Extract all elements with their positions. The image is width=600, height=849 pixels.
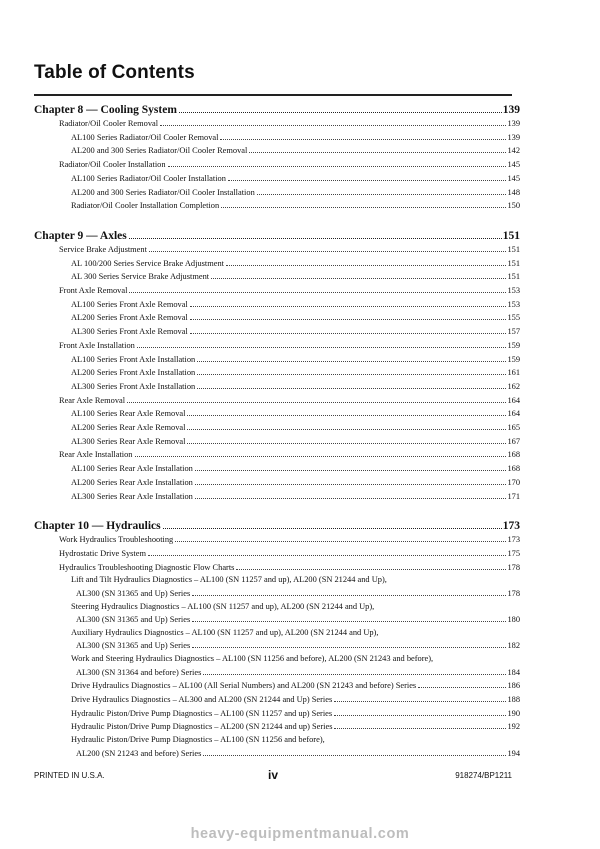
- toc-subsection[interactable]: [34, 144, 520, 158]
- toc-page-number: 151: [507, 272, 520, 282]
- toc-page-number: 190: [507, 708, 520, 718]
- toc-entry-label: Drive Hydraulics Diagnostics – AL300 and AL200 (SN 21244 and Up) Series: [71, 694, 333, 704]
- toc-subsection: [34, 587, 520, 601]
- toc-entry-multiline[interactable]: [34, 627, 520, 653]
- toc-entry-label: AL200 Series Rear Axle Installation: [71, 477, 193, 487]
- dot-leader: [129, 292, 506, 293]
- chapter-heading[interactable]: [34, 229, 520, 243]
- toc-subsection[interactable]: [34, 257, 520, 271]
- toc-entry-label: Service Brake Adjustment: [59, 244, 147, 254]
- table-of-contents: [34, 103, 520, 760]
- dot-leader: [190, 333, 507, 334]
- toc-subsection[interactable]: [34, 270, 520, 284]
- toc-entry-label: AL300 Series Front Axle Installation: [71, 381, 196, 391]
- toc-page-number: 142: [507, 146, 520, 156]
- toc-subsection[interactable]: [34, 298, 520, 312]
- toc-subsection[interactable]: [34, 366, 520, 380]
- toc-entry-label: AL300 Series Front Axle Removal: [71, 327, 188, 337]
- dot-leader: [192, 595, 506, 596]
- toc-entry-first-line: Auxiliary Hydraulics Diagnostics – AL100 (SN 11257 and up), AL200 (SN 21244 and Up),: [71, 627, 379, 637]
- toc-section[interactable]: [34, 284, 520, 298]
- toc-entry-label: AL200 and 300 Series Radiator/Oil Cooler Installation: [71, 187, 255, 197]
- dot-leader: [203, 674, 506, 675]
- dot-leader: [187, 429, 506, 430]
- toc-entry-first-line: Work and Steering Hydraulics Diagnostics – AL100 (SN 11256 and before), AL200 (SN 21243 and before),: [71, 654, 434, 663]
- toc-section[interactable]: [34, 533, 520, 547]
- dot-leader: [197, 374, 506, 375]
- toc-entry-label: AL300 Series Rear Axle Removal: [71, 436, 186, 446]
- toc-entry-label: AL300 (SN 31364 and before) Series: [76, 667, 202, 677]
- toc-entry-label: AL200 Series Front Axle Removal: [71, 313, 188, 323]
- toc-section[interactable]: [34, 117, 520, 131]
- toc-page-number: 162: [507, 381, 520, 391]
- toc-entry-label: Hydraulic Piston/Drive Pump Diagnostics – AL100 (SN 11257 and up) Series: [71, 708, 333, 718]
- toc-subsection[interactable]: [34, 131, 520, 145]
- toc-section[interactable]: [34, 158, 520, 172]
- dot-leader: [168, 166, 507, 167]
- toc-subsection: [34, 613, 520, 627]
- toc-subsection[interactable]: [34, 421, 520, 435]
- dot-leader: [187, 443, 506, 444]
- toc-entry-label: Radiator/Oil Cooler Installation Completion: [71, 201, 220, 211]
- toc-subsection[interactable]: [34, 325, 520, 339]
- chapter-page-number: 151: [502, 229, 520, 242]
- toc-page-number: 159: [507, 340, 520, 350]
- watermark: heavy-equipmentmanual.com: [190, 826, 410, 842]
- chapter-title: Chapter 9 — Axles: [34, 229, 127, 242]
- toc-entry-label: AL300 (SN 31365 and Up) Series: [76, 588, 191, 598]
- toc-page-number: 178: [507, 562, 520, 572]
- toc-page-number: 192: [507, 722, 520, 732]
- toc-page-number: 150: [507, 201, 520, 211]
- toc-subsection[interactable]: [34, 462, 520, 476]
- toc-entry-label: AL200 Series Rear Axle Removal: [71, 423, 186, 433]
- chapter-page-number: 139: [502, 104, 520, 116]
- toc-subsection[interactable]: [34, 186, 520, 200]
- toc-entry-label: Front Axle Removal: [59, 286, 128, 296]
- toc-entry-label: AL 300 Series Service Brake Adjustment: [71, 272, 210, 282]
- toc-page-number: 170: [507, 477, 520, 487]
- dot-leader: [226, 265, 506, 266]
- toc-entry-label: Hydraulic Piston/Drive Pump Diagnostics – AL200 (SN 21244 and up) Series: [71, 722, 333, 732]
- dot-leader: [190, 319, 507, 320]
- toc-entry-label: Hydrostatic Drive System: [59, 548, 146, 558]
- toc-page-number: 173: [507, 535, 520, 545]
- toc-section[interactable]: [34, 561, 520, 575]
- toc-section[interactable]: [34, 547, 520, 561]
- toc-page-number: 148: [507, 187, 520, 197]
- toc-entry-label: AL300 (SN 31365 and Up) Series: [76, 641, 191, 651]
- toc-entry-label: Front Axle Installation: [59, 340, 135, 350]
- dot-leader: [257, 194, 507, 195]
- toc-entry-multiline[interactable]: [34, 601, 520, 627]
- toc-page-number: 167: [507, 436, 520, 446]
- dot-leader: [148, 555, 506, 556]
- footer-doc-number: 918274/BP1211: [455, 771, 512, 780]
- toc-page-number: 159: [507, 354, 520, 364]
- dot-leader: [137, 347, 507, 348]
- toc-page-number: 145: [507, 173, 520, 183]
- toc-page-number: 164: [507, 395, 520, 405]
- toc-page-number: 164: [507, 409, 520, 419]
- chapter-title: Chapter 10 — Hydraulics: [34, 520, 161, 533]
- dot-leader: [163, 528, 502, 529]
- toc-subsection[interactable]: [34, 435, 520, 449]
- toc-page-number: 151: [507, 244, 520, 254]
- dot-leader: [192, 621, 506, 622]
- toc-page-number: 186: [507, 681, 520, 691]
- dot-leader: [190, 306, 507, 307]
- toc-page-number: 155: [507, 313, 520, 323]
- toc-subsection[interactable]: [34, 693, 520, 707]
- toc-subsection[interactable]: [34, 353, 520, 367]
- chapter-page-number: 173: [502, 520, 520, 533]
- toc-page-number: 178: [507, 588, 520, 598]
- toc-page-number: 175: [507, 548, 520, 558]
- toc-page-number: 157: [507, 327, 520, 337]
- dot-leader: [236, 569, 506, 570]
- toc-entry-label: Radiator/Oil Cooler Removal: [59, 119, 159, 128]
- toc-subsection[interactable]: [34, 311, 520, 325]
- toc-page-number: 161: [507, 368, 520, 378]
- toc-section[interactable]: [34, 339, 520, 353]
- toc-subsection: [34, 639, 520, 653]
- dot-leader: [149, 251, 507, 252]
- toc-entry-label: AL100 Series Front Axle Removal: [71, 299, 188, 309]
- toc-entry-label: AL100 Series Front Axle Installation: [71, 354, 196, 364]
- toc-subsection[interactable]: [34, 407, 520, 421]
- chapter-heading[interactable]: [34, 103, 520, 117]
- dot-leader: [334, 715, 506, 716]
- dot-leader: [221, 207, 506, 208]
- toc-entry-label: AL300 Series Rear Axle Installation: [71, 491, 193, 501]
- toc-page-number: 153: [507, 299, 520, 309]
- toc-page-number: 151: [507, 258, 520, 268]
- toc-entry-label: Hydraulics Troubleshooting Diagnostic Flow Charts: [59, 562, 235, 572]
- toc-subsection[interactable]: [34, 679, 520, 693]
- dot-leader: [195, 498, 507, 499]
- toc-page-number: 182: [507, 641, 520, 651]
- toc-entry-first-line: Hydraulic Piston/Drive Pump Diagnostics – AL100 (SN 11256 and before),: [71, 735, 325, 745]
- footer-page-number: iv: [267, 768, 278, 782]
- page-title: Table of Contents: [34, 62, 195, 83]
- toc-page-number: 168: [507, 464, 520, 474]
- toc-entry-label: Drive Hydraulics Diagnostics – AL100 (All Serial Numbers) and AL200 (SN 21243 and before) Series: [71, 681, 417, 691]
- toc-entry-label: Radiator/Oil Cooler Installation: [59, 160, 166, 170]
- dot-leader: [187, 415, 506, 416]
- dot-leader: [179, 112, 502, 113]
- toc-page-number: 139: [507, 132, 520, 142]
- dot-leader: [211, 278, 506, 279]
- toc-entry-label: AL100 Series Rear Axle Installation: [71, 464, 193, 474]
- dot-leader: [195, 470, 507, 471]
- toc-entry-first-line: Steering Hydraulics Diagnostics – AL100 (SN 11257 and up), AL200 (SN 21244 and Up),: [71, 601, 375, 611]
- toc-subsection[interactable]: [34, 380, 520, 394]
- dot-leader: [203, 755, 506, 756]
- dot-leader: [129, 238, 502, 239]
- toc-entry-first-line: Lift and Tilt Hydraulics Diagnostics – AL100 (SN 11257 and up), AL200 (SN 21244 and Up),: [71, 575, 387, 585]
- toc-section[interactable]: [34, 243, 520, 257]
- dot-leader: [192, 647, 506, 648]
- dot-leader: [418, 687, 506, 688]
- chapter-title: Chapter 8 — Cooling System: [34, 104, 177, 116]
- dot-leader: [197, 361, 506, 362]
- dot-leader: [175, 541, 506, 542]
- dot-leader: [127, 402, 506, 403]
- toc-page-number: 188: [507, 694, 520, 704]
- toc-page-number: 184: [507, 667, 520, 677]
- toc-page-number: 145: [507, 160, 520, 170]
- dot-leader: [160, 125, 506, 126]
- toc-subsection[interactable]: [34, 490, 520, 504]
- toc-entry-label: AL100 Series Radiator/Oil Cooler Removal: [71, 132, 219, 142]
- toc-entry-multiline[interactable]: [34, 653, 520, 679]
- dot-leader: [334, 701, 506, 702]
- toc-page-number: 194: [507, 748, 520, 758]
- toc-entry-label: AL100 Series Radiator/Oil Cooler Installation: [71, 173, 226, 183]
- toc-entry-label: Rear Axle Removal: [59, 395, 126, 405]
- toc-page-number: 153: [507, 286, 520, 296]
- toc-entry-label: AL200 and 300 Series Radiator/Oil Cooler Removal: [71, 146, 248, 156]
- toc-entry-multiline[interactable]: [34, 734, 520, 760]
- toc-subsection: [34, 666, 520, 680]
- toc-page-number: 168: [507, 450, 520, 460]
- toc-page-number: 165: [507, 423, 520, 433]
- dot-leader: [135, 456, 507, 457]
- toc-subsection: [34, 747, 520, 761]
- toc-page-number: 180: [507, 615, 520, 625]
- toc-section[interactable]: [34, 448, 520, 462]
- toc-entry-label: AL200 Series Front Axle Installation: [71, 368, 196, 378]
- dot-leader: [228, 180, 507, 181]
- dot-leader: [249, 152, 506, 153]
- toc-entry-label: AL 100/200 Series Service Brake Adjustment: [71, 258, 224, 268]
- toc-page-number: 139: [507, 119, 520, 128]
- toc-subsection[interactable]: [34, 707, 520, 721]
- chapter-heading[interactable]: [34, 519, 520, 533]
- toc-subsection[interactable]: [34, 476, 520, 490]
- dot-leader: [195, 484, 507, 485]
- toc-entry-multiline[interactable]: [34, 574, 520, 600]
- footer-printed: PRINTED IN U.S.A.: [34, 771, 105, 780]
- toc-subsection[interactable]: [34, 199, 520, 213]
- toc-entry-label: AL100 Series Rear Axle Removal: [71, 409, 186, 419]
- dot-leader: [220, 139, 506, 140]
- toc-subsection[interactable]: [34, 172, 520, 186]
- title-rule: [34, 94, 512, 96]
- toc-subsection[interactable]: [34, 720, 520, 734]
- toc-entry-label: Rear Axle Installation: [59, 450, 133, 460]
- dot-leader: [334, 728, 506, 729]
- toc-page-number: 171: [507, 491, 520, 501]
- dot-leader: [197, 388, 506, 389]
- toc-section[interactable]: [34, 394, 520, 408]
- toc-entry-label: AL300 (SN 31365 and Up) Series: [76, 615, 191, 625]
- toc-entry-label: Work Hydraulics Troubleshooting: [59, 535, 174, 545]
- toc-entry-label: AL200 (SN 21243 and before) Series: [76, 748, 202, 758]
